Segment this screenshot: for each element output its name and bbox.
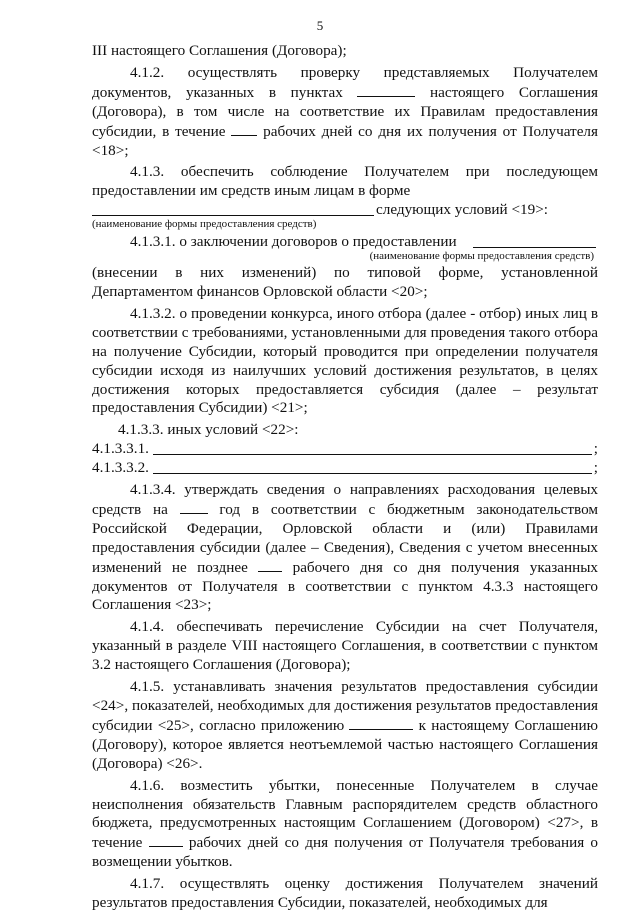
text-span: рабочего дня со дня получения указанных документов от Получателя в соответствии с пунктом 4.3.3 настоящего Соглашения <23>; xyxy=(92,558,599,614)
text-span: 4.1.3.1. о заключении договоров о предоставлении xyxy=(130,233,457,251)
text-span: рабочих дней со дня получения от Получателя требования о возмещении убытков. xyxy=(92,834,599,871)
text-span: год в соответствии с бюджетным законодательством Российской Федерации, Орловской области и (или) Правилами предоставления субсидии (далее – Сведения), Сведения с учетом внесенных изменений не позднее xyxy=(92,500,598,576)
blank-field xyxy=(349,716,413,730)
blank-field xyxy=(357,83,415,97)
paragraph-4-1-3-2 xyxy=(92,305,598,418)
paragraph-4-1-5 xyxy=(92,678,598,774)
blank-field xyxy=(153,460,592,474)
blank-field xyxy=(92,202,374,216)
blank-field xyxy=(258,558,282,572)
text-span: 4.1.5. устанавливать значения результатов предоставления субсидии <24>, показателей, необходимых для достижения результатов предоставления субсидии <25>, согласно приложению xyxy=(92,678,598,734)
paragraph-4-1-7 xyxy=(92,875,598,913)
paragraph-4-1-2 xyxy=(92,64,598,161)
page-number: 5 xyxy=(316,18,324,33)
caption-form-name: (наименование формы предоставления средств) xyxy=(369,250,594,263)
text-span: настоящего Соглашения (Договора), в том числе на соответствие их Правилам предоставления субсидии, в течение xyxy=(92,83,599,140)
text-span: следующих условий <19>: xyxy=(376,201,549,219)
caption-form-name: (наименование формы предоставления средств) xyxy=(92,218,317,231)
paragraph-4-1-6 xyxy=(92,777,598,873)
item-4-1-3-3-2 xyxy=(92,459,598,478)
text-span: 4.1.3. обеспечить соблюдение Получателем при последующем предоставлении им средств иным лицам в форме xyxy=(92,163,598,200)
paragraph-text xyxy=(92,264,598,302)
document-body xyxy=(92,42,598,916)
paragraph-4-1-3-3 xyxy=(92,421,598,440)
text-span: (внесении в них изменений) по типовой форме, установленной Департаментом финансов Орловской области <20>; xyxy=(92,264,598,300)
paragraph-continuation xyxy=(92,42,598,61)
text-span: III настоящего Соглашения (Договора); xyxy=(92,42,347,59)
blank-field xyxy=(180,500,208,514)
text-span: к настоящему Соглашению (Договору), которое является неотъемлемой частью настоящего Соглашения (Договора) <26>. xyxy=(92,716,598,772)
blank-field xyxy=(153,441,592,455)
blank-field xyxy=(231,122,257,136)
text-span: 4.1.3.3. иных условий <22>: xyxy=(118,421,299,439)
item-4-1-3-3-1 xyxy=(92,440,598,459)
paragraph-4-1-4 xyxy=(92,618,598,675)
paragraph-4-1-3 xyxy=(92,163,598,201)
text-span: ; xyxy=(593,459,598,477)
text-span: 4.1.4. обеспечивать перечисление Субсидии на счет Получателя, указанный в разделе VIII настоящего Соглашения, в соответствии с пунктом 3.2 настоящего Соглашения (Договора); xyxy=(92,618,598,674)
text-span: 4.1.3.4. утверждать сведения о направлениях расходования целевых средств на xyxy=(92,481,598,518)
text-span: 4.1.2. осуществлять проверку представляемых Получателем документов, указанных в пунктах xyxy=(92,63,598,101)
text-span: 4.1.3.3.2. xyxy=(92,459,149,477)
text-span: рабочих дней со дня их получения от Получателя <18>; xyxy=(92,122,598,159)
paragraph-4-1-3-4 xyxy=(92,481,598,615)
blank-field xyxy=(473,234,596,248)
text-span: 4.1.6. возместить убытки, понесенные Получателем в случае неисполнения обязательств Главным распорядителем средств областного бюджета, предусмотренных настоящим Соглашением (Договором) <27>, в течение xyxy=(92,776,598,852)
text-span: 4.1.3.2. о проведении конкурса, иного отбора (далее - отбор) иных лиц в соответствии с требованиями, установленными для проведения такого отбора на получение Субсидии, который проводится при определении получателя субсидии исходя из наилучших условий достижения результатов, в целях достижения которых предоставляется субсидия (далее – результат предоставления Субсидии) <21>; xyxy=(92,304,598,417)
text-span: 4.1.3.3.1. xyxy=(92,440,149,458)
blank-field xyxy=(149,833,183,847)
text-span: 4.1.7. осуществлять оценку достижения Получателем значений результатов предоставления Субсидии, показателей, необходимых для xyxy=(92,875,598,912)
text-span: ; xyxy=(593,440,598,458)
